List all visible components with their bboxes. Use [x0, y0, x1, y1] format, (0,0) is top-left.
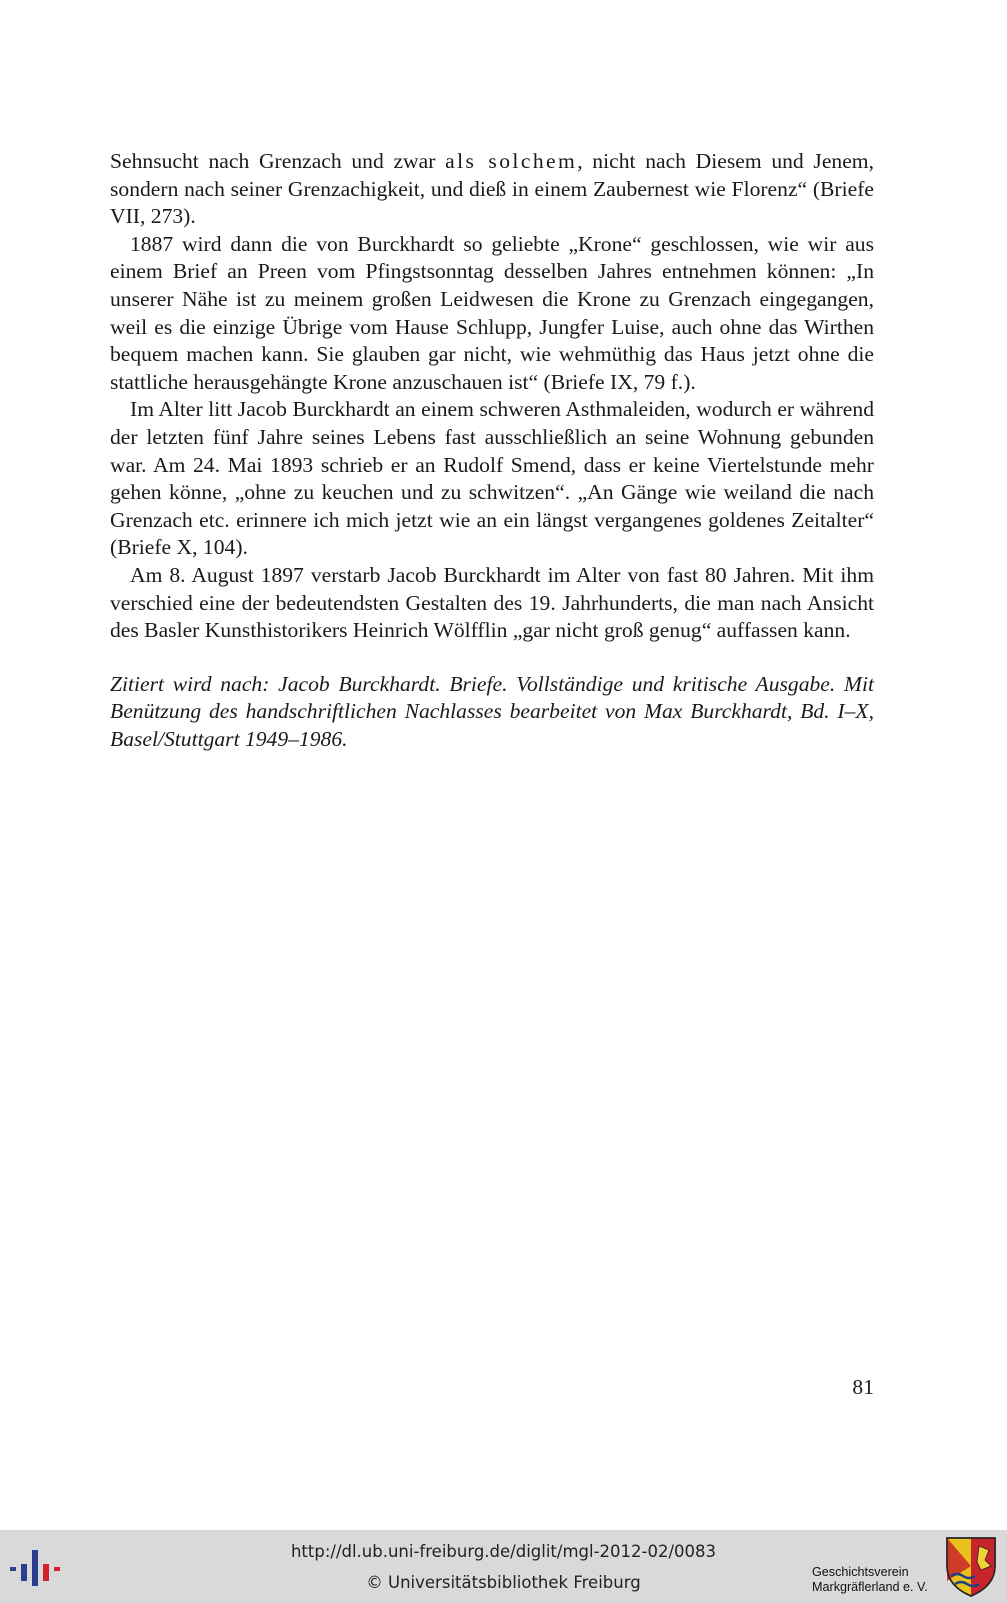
citation-note: Zitiert wird nach: Jacob Burckhardt. Briefe. Vollständige und kritische Ausgabe. Mit Benützung des handschriftlichen Nachlasses bearbeitet von Max Burckhardt, Bd. I–X, Basel/Stuttgart 1949–1986.: [110, 671, 874, 751]
paragraph-3: Im Alter litt Jacob Burckhardt an einem schweren Asthmaleiden, wodurch er während der letzten fünf Jahre seines Lebens fast ausschließlich an seine Wohnung gebunden war. Am 24. Mai 1893 schrieb er an Rudolf Smend, dass er keine Viertelstunde mehr gehen könne, „ohne zu keuchen und zu schwitzen“. „An Gänge wie weiland die nach Grenzach etc. erinnere ich mich jetzt wie an ein längst vergangenes goldenes Zeitalter“ (Briefe X, 104).: [110, 397, 874, 560]
footer-bar: [0, 1530, 1007, 1603]
markgraeflerland-crest-icon[interactable]: [945, 1536, 997, 1598]
paragraph-1: [110, 148, 874, 231]
society-line-2: Markgräflerland e. V.: [812, 1580, 928, 1594]
paragraph-1-spaced-emphasis: als solchem: [445, 149, 578, 173]
footer-url-link[interactable]: http://dl.ub.uni-freiburg.de/diglit/mgl-2012-02/0083: [290, 1542, 717, 1561]
body-text: [110, 148, 874, 753]
paragraph-2: 1887 wird dann die von Burckhardt so geliebte „Krone“ geschlossen, wie wir aus einem Brief an Preen vom Pfingstsonntag desselben Jahres entnehmen können: „In unserer Nähe ist zu meinem großen Leidwesen die Krone zu Grenzach eingegangen, weil es die einzige Übrige vom Hause Schlupp, Jungfer Luise, auch ohne das Wirthen bequem machen kann. Sie glauben gar nicht, wie wehmüthig das Haus jetzt ohne die stattliche herausgehängte Krone anzuschauen ist“ (Briefe IX, 79 f.).: [110, 231, 874, 394]
footer-society-name[interactable]: [812, 1565, 928, 1595]
footer-copyright: © Universitätsbibliothek Freiburg: [366, 1573, 641, 1592]
paragraph-1-text-a: Sehnsucht nach Grenzach und zwar: [110, 149, 446, 173]
society-line-1: Geschichtsverein: [812, 1565, 909, 1579]
paragraph-4: Am 8. August 1897 verstarb Jacob Burckhardt im Alter von fast 80 Jahren. Mit ihm verschied eine der bedeutendsten Gestalten des 19. Jahrhunderts, die man nach Ansicht des Basler Kunsthistorikers Heinrich Wölfflin „gar nicht groß genug“ auffassen kann.: [110, 562, 874, 643]
page-number: 81: [852, 1375, 874, 1399]
paragraph-1-text-b: , nicht nach Diesem und Jenem, sondern nach seiner Grenzachigkeit, und dieß in einem Zaubernest wie Florenz“ (Briefe VII, 273).: [110, 149, 874, 229]
